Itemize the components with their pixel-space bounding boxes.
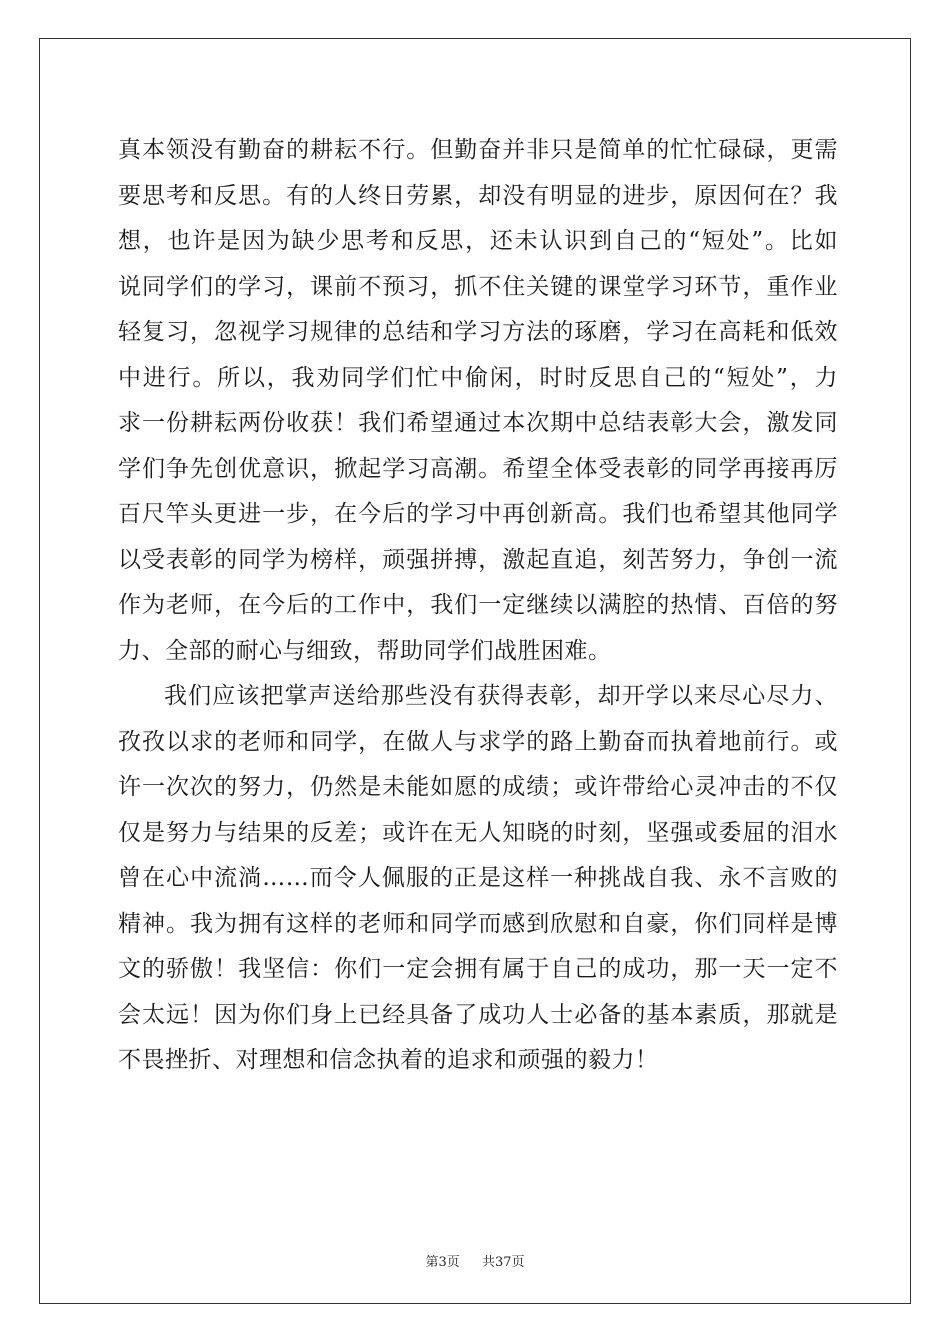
text-line: 想，也许是因为缺少思考和反思，还未认识到自己的“短处”。比如 — [118, 228, 838, 254]
page-number: 第3页 — [425, 1255, 460, 1270]
text-line: 仅是努力与结果的反差；或许在无人知晓的时刻，坚强或委屈的泪水 — [118, 819, 838, 846]
document-body — [118, 128, 838, 1084]
text-line: 会太远！因为你们身上已经具备了成功人士必备的基本素质，那就是 — [118, 1001, 838, 1028]
page-footer — [0, 1251, 950, 1270]
text-line: 真本领没有勤奋的耕耘不行。但勤奋并非只是简单的忙忙碌碌，更需 — [118, 137, 838, 163]
text-line: 求一份耕耘两份收获！我们希望通过本次期中总结表彰大会，激发同 — [118, 410, 838, 436]
text-line: 力、全部的耐心与细致，帮助同学们战胜困难。 — [118, 637, 612, 664]
text-line: 学们争先创优意识，掀起学习高潮。希望全体受表彰的同学再接再厉 — [118, 455, 838, 482]
text-line: 作为老师，在今后的工作中，我们一定继续以满腔的热情、百倍的努 — [118, 592, 838, 618]
text-line: 轻复习，忽视学习规律的总结和学习方法的琢磨，学习在高耗和低效 — [118, 319, 838, 345]
text-line: 精神。我为拥有这样的老师和同学而感到欣慰和自豪，你们同样是博 — [118, 910, 838, 937]
text-line: 中进行。所以，我劝同学们忙中偷闲，时时反思自己的“短处”，力 — [118, 364, 838, 391]
text-line: 许一次次的努力，仍然是未能如愿的成绩；或许带给心灵冲击的不仅 — [118, 774, 838, 800]
text-line: 我们应该把掌声送给那些没有获得表彰，却开学以来尽心尽力、 — [164, 683, 838, 709]
page-total: 共37页 — [482, 1255, 525, 1270]
text-line: 不畏挫折、对理想和信念执着的追求和顽强的毅力！ — [118, 1047, 659, 1073]
text-line: 说同学们的学习，课前不预习，抓不住关键的课堂学习环节，重作业 — [118, 273, 838, 300]
text-line: 百尺竿头更进一步，在今后的学习中再创新高。我们也希望其他同学 — [118, 501, 838, 527]
text-line: 文的骄傲！我坚信：你们一定会拥有属于自己的成功，那一天一定不 — [118, 956, 838, 982]
text-line: 孜孜以求的老师和同学，在做人与求学的路上勤奋而执着地前行。或 — [118, 728, 838, 755]
text-line: 要思考和反思。有的人终日劳累，却没有明显的进步，原因何在？我 — [118, 182, 838, 209]
text-line: 曾在心中流淌……而令人佩服的正是这样一种挑战自我、永不言败的 — [118, 865, 838, 891]
text-line: 以受表彰的同学为榜样，顽强拼搏，激起直追，刻苦努力，争创一流 — [118, 546, 838, 573]
